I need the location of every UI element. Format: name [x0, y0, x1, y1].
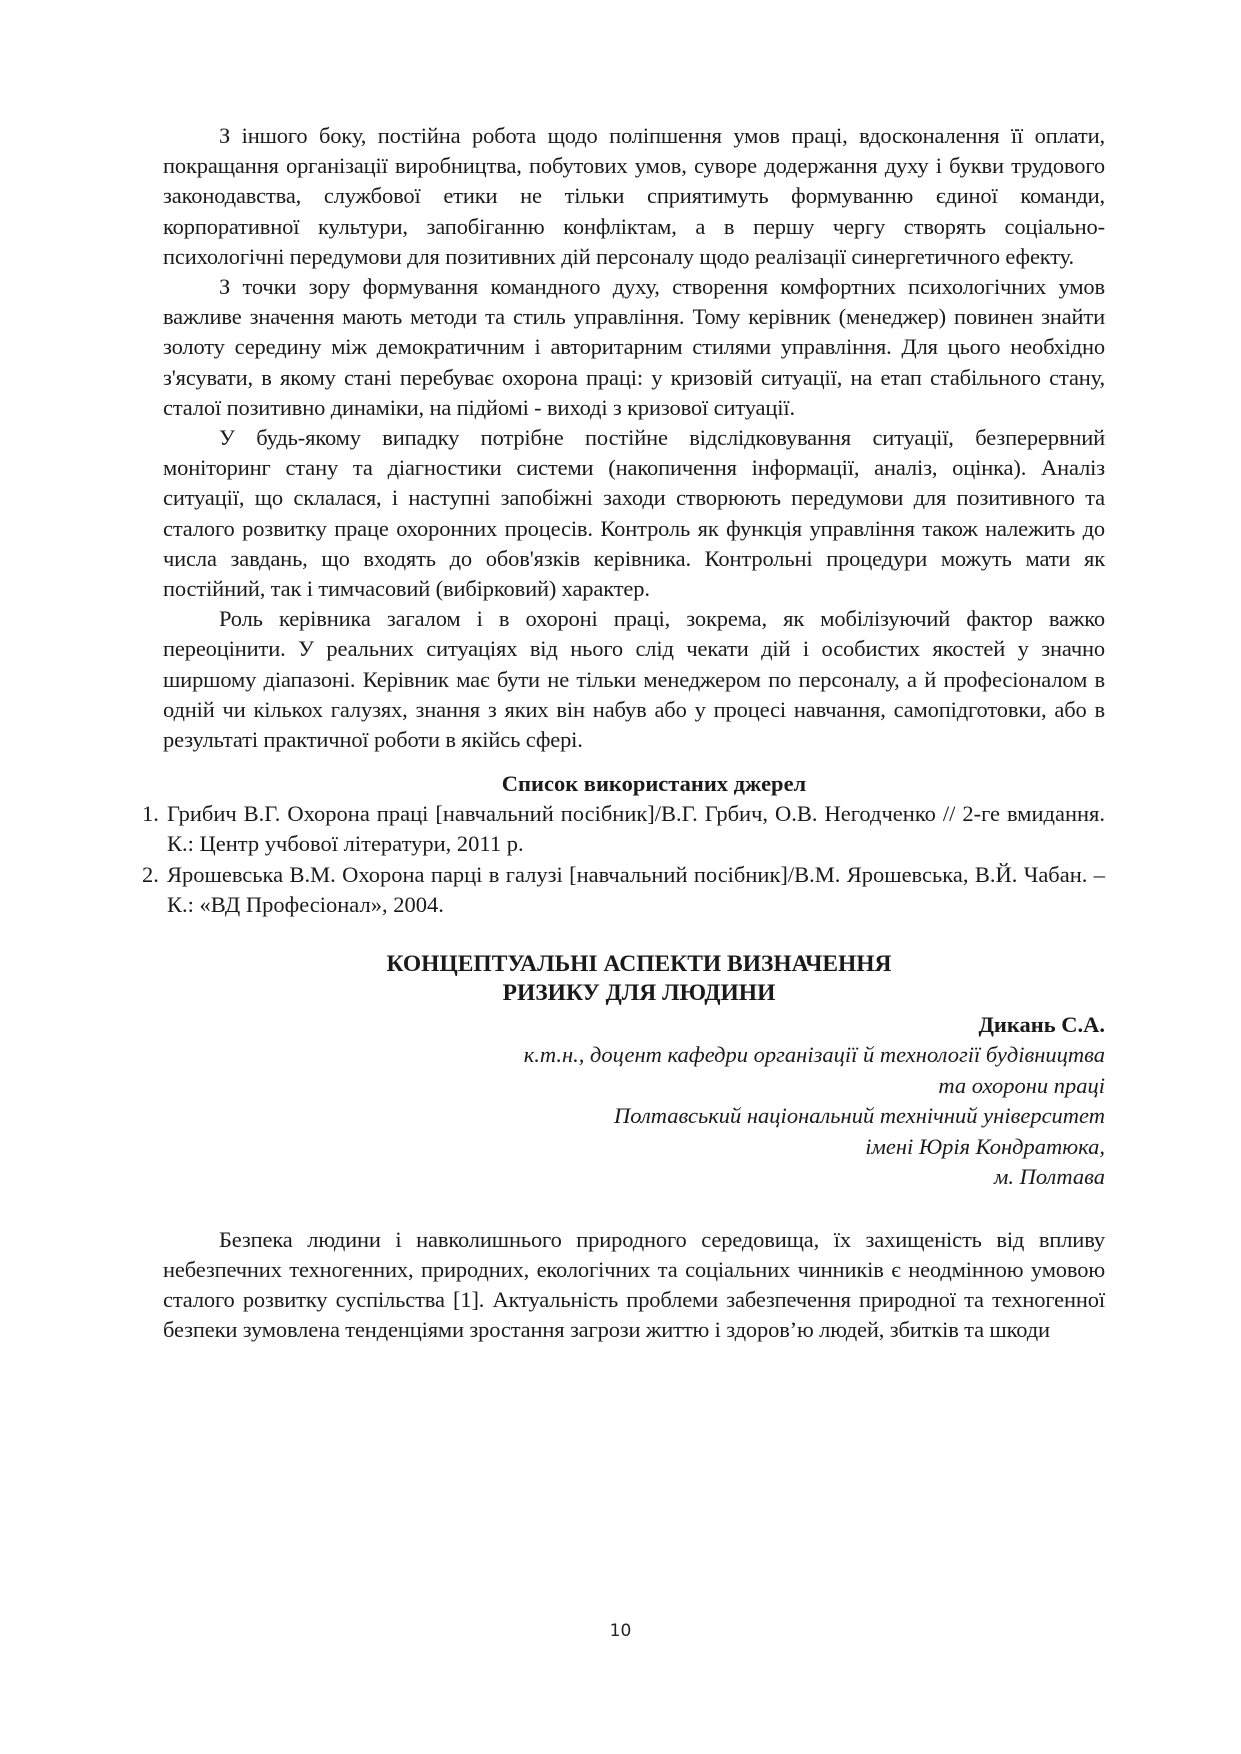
reference-item	[142, 860, 1105, 920]
author-affiliation-line: м. Полтава	[994, 1164, 1105, 1190]
author-affiliation-line: імені Юрія Кондратюка,	[865, 1133, 1105, 1159]
reference-item	[142, 799, 1105, 859]
author-affiliation-line: к.т.н., доцент кафедри організації й технології будівництва	[523, 1042, 1105, 1068]
body-paragraph: У будь-якому випадку потрібне постійне відслідковування ситуації, безперервний моніторинг стану та діагностики системи (накопичення інформації, аналіз, оцінка). Аналіз ситуації, що склалася, і наступні запобіжні заходи створюють передумови для позитивного та сталого розвитку праце охоронних процесів. Контроль як функція управління також належить до числа завдань, що входять до обов'язків керівника. Контрольні процедури можуть мати як постійний, так і тимчасовий (вибірковий) характер.	[163, 425, 1105, 602]
body-paragraph: Роль керівника загалом і в охороні праці, зокрема, як мобілізуючий фактор важко переоцінити. У реальних ситуаціях від нього слід чекати дій і особистих якостей у значно ширшому діапазоні. Керівник має бути не тільки менеджером по персоналу, а й професіоналом в одній чи кількох галузях, знання з яких він набув або у процесі навчання, самопідготовки, або в результаті практичної роботи в якійсь сфері.	[163, 606, 1105, 753]
page-number: 10	[609, 1621, 632, 1641]
document-page	[142, 121, 1105, 1345]
reference-text: Ярошевська В.М. Охорона парці в галузі [навчальний посібник]/В.М. Ярошевська, В.Й. Чабан. – К.: «ВД Професіонал», 2004.	[167, 861, 1105, 917]
references-heading: Список використаних джерел	[501, 771, 807, 797]
reference-number: 1.	[142, 801, 159, 827]
article-intro-paragraph: Безпека людини і навколишнього природного середовища, їх захищеність від впливу небезпечних техногенних, природних, екологічних та соціальних чинників є неодмінною умовою сталого розвитку суспільства [1]. Актуальність проблеми забезпечення природної та техногенної безпеки зумовлена тенденціями зростання загрози життю і здоров’ю людей, збитків та шкоди	[163, 1226, 1105, 1343]
reference-text: Грибич В.Г. Охорона праці [навчальний посібник]/В.Г. Грбич, О.В. Негодченко // 2-ге вмидання. К.: Центр учбової літератури, 2011 р.	[167, 801, 1105, 857]
author-name: Дикань С.А.	[978, 1012, 1105, 1038]
article-title	[163, 950, 1105, 1008]
reference-number: 2.	[142, 861, 159, 887]
references-list	[142, 799, 1105, 920]
section-spacer	[163, 1193, 1105, 1225]
body-paragraph: З точки зору формування командного духу, створення комфортних психологічних умов важливе значення мають методи та стиль управління. Тому керівник (менеджер) повинен знайти золоту середину між демократичним і авторитарним стилями управління. Для цього необхідно з'ясувати, в якому стані перебуває охорона праці: у кризовій ситуації, на етап стабільного стану, сталої позитивно динаміки, на підйомі - виході з кризової ситуації.	[163, 274, 1105, 420]
author-affiliation-line: та охорони праці	[938, 1072, 1105, 1098]
article-title-line: КОНЦЕПТУАЛЬНІ АСПЕКТИ ВИЗНАЧЕННЯ	[386, 951, 892, 978]
article-title-line: РИЗИКУ ДЛЯ ЛЮДИНИ	[502, 980, 776, 1007]
author-affiliation-line: Полтавський національний технічний університет	[614, 1103, 1105, 1129]
body-paragraph: З іншого боку, постійна робота щодо поліпшення умов праці, вдосконалення її оплати, покращання організації виробництва, побутових умов, суворе додержання духу і букви трудового законодавства, службової етики не тільки сприятимуть формуванню єдиної команди, корпоративної культури, запобіганню конфліктам, а в першу чергу створять соціально-психологічні передумови для позитивних дій персоналу щодо реалізації синергетичного ефекту.	[163, 123, 1105, 269]
